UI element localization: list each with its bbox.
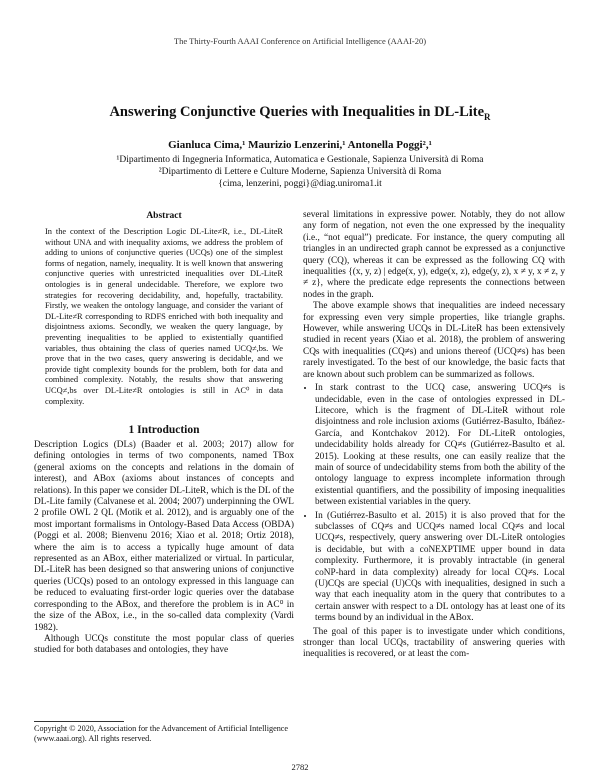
abstract-body: In the context of the Description Logic DL-Lite≠R, i.e., DL-LiteR without UNA and with inequality axioms, we address the problem of adding to unions of conjunctive queries (UCQs) one of the simplest forms of negation, namely, inequality. It is well known that answering conjunctive queries with unrestricted inequalities over DL-LiteR ontologies is in general undecidable. Therefore, we explore two strategies for recovering decidability, and, hopefully, tractability. Firstly, we weaken the ontology language, and consider the variant of DL-Lite≠R corresponding to RDFS enriched with both inequality and disjointness axioms. Secondly, we weaken the query language, by preventing inequalities to be applied to existentially quantified variables, thus obtaining the class of queries named UCQ≠,bs. We prove that in the two cases, query answering is decidable, and we provide tight complexity bounds for the problem, both for data and combined complexity. Notably, the results show that answering UCQ≠,bs over DL-Lite≠R ontologies is still in AC⁰ in data complexity. [45,227,283,406]
paper-title [0,104,600,122]
right-column [303,210,565,661]
footnote-divider [34,721,124,722]
author-list: Gianluca Cima,¹ Maurizio Lenzerini,¹ Antonella Poggi²,¹ [168,139,432,151]
introduction-text [34,440,294,657]
title-text: Answering Conjunctive Queries with Inequalities in DL-Lite [109,104,485,120]
abstract-heading: Abstract [146,211,182,221]
right-paragraph-2: The above example shows that inequalities are indeed necessary for expressing even very simple properties, like triangle graphs. However, while answering UCQs in DL-LiteR has been extensively studied in recent years (Xiao et al. 2018), the problem of answering CQs with inequalities (CQ≠s) and unions thereof (UCQ≠s) has been rarely investigated. To the best of our knowledge, the basic facts that are known about such problem can be summarized as follows. [303,301,565,380]
known-facts-list [303,383,565,625]
title-subscript: R [484,111,491,122]
right-paragraph-3: The goal of this paper is to investigate under which conditions, stronger than local UCQs, tractability of answering queries with inequalities is recovered, or at least the com- [303,626,565,660]
affiliation-1: ¹Dipartimento di Ingegneria Informatica, Automatica e Gestionale, Sapienza Università di Roma [116,155,484,165]
right-paragraph-1: several limitations in expressive power. Notably, they do not allow any form of negation, not even the one expressed by the inequality (i.e., “not equal”) predicate. For instance, the query computing all triangles in an undirected graph cannot be expressed as a conjunctive query (CQ), whereas it can be expressed as the following CQ with inequalities {(x, y, z) | edge(x, y), edge(x, z), edge(y, z), x ≠ y, x ≠ z, y ≠ z}, where the predicate edge represents the connections between nodes in the graph. [303,210,565,300]
copyright-footnote: Copyright © 2020, Association for the Advancement of Artificial Intelligence (www.aaai.org). All rights reserved. [34,724,289,743]
intro-paragraph-1: Description Logics (DLs) (Baader et al. 2003; 2017) allow for defining ontologies in terms of two components, named TBox (general axioms on the concepts and relations in the domain of interest), and ABox (axioms about instances of concepts and relations). In this paper we consider DL-LiteR, which is the DL of the DL-Lite family (Calvanese et al. 2004; 2007) underpinning the OWL 2 profile OWL 2 QL (Motik et al. 2012), and is arguably one of the most important formalisms in Ontology-Based Data Access (OBDA) (Poggi et al. 2008; Bienvenu 2016; Xiao et al. 2018; Ortiz 2018), where the aim is to access a typically huge amount of data represented as an ABox, either materialized or virtual. In particular, DL-LiteR has been designed so that answering unions of conjunctive queries (UCQs) posed to an ontology expressed in this language can be reduced to evaluating first-order logic queries over the database corresponding to the ABox, and therefore the problem is in AC⁰ in the size of the ABox, i.e., in the so-called data complexity (Vardi 1982). [34,440,294,633]
intro-paragraph-2: Although UCQs constitute the most popular class of queries studied for both databases and ontologies, they have [34,633,294,656]
author-emails: {cima, lenzerini, poggi}@diag.uniroma1.it [218,179,382,189]
section-heading-introduction: 1 Introduction [128,424,200,436]
list-item: • In (Gutiérrez-Basulto et al. 2015) it is also proved that for the subclasses of CQ≠s and UCQ≠s named local CQ≠s and local UCQ≠s, respectively, query answering over DL-LiteR ontologies is decidable, but with a coNEXPTIME upper bound in data complexity. Furthermore, it is provably intractable (in general coNP-hard in data complexity) already for local CQ≠s. Local (U)CQs are special (U)CQs with inequalities, designed in such a way that each inequality atom in the query that contributes to a certain answer with respect to a DL ontology has at least one of its terms bound by an individual in the ABox. [315,511,565,625]
venue-header: The Thirty-Fourth AAAI Conference on Artificial Intelligence (AAAI-20) [173,36,427,46]
affiliation-2: ²Dipartimento di Lettere e Culture Moderne, Sapienza Università di Roma [158,167,442,177]
page-number: 2782 [291,762,309,772]
list-item: • In stark contrast to the UCQ case, answering UCQ≠s is undecidable, even in the case of ontologies expressed in DL-Litecore, which is the fragment of DL-LiteR without role disjointness and role inclusion axioms (Gutiérrez-Basulto, Ibáñez-García, and Kontchakov 2012). For DL-LiteR ontologies, undecidability holds already for CQ≠s (Gutiérrez-Basulto et al. 2015). Looking at these results, one can easily realize that the main of source of undecidability stems from both the ability of the ontology language to express incomplete information through existential quantifiers, and the possibility of imposing inequalities between existential variables in the query. [315,383,565,508]
